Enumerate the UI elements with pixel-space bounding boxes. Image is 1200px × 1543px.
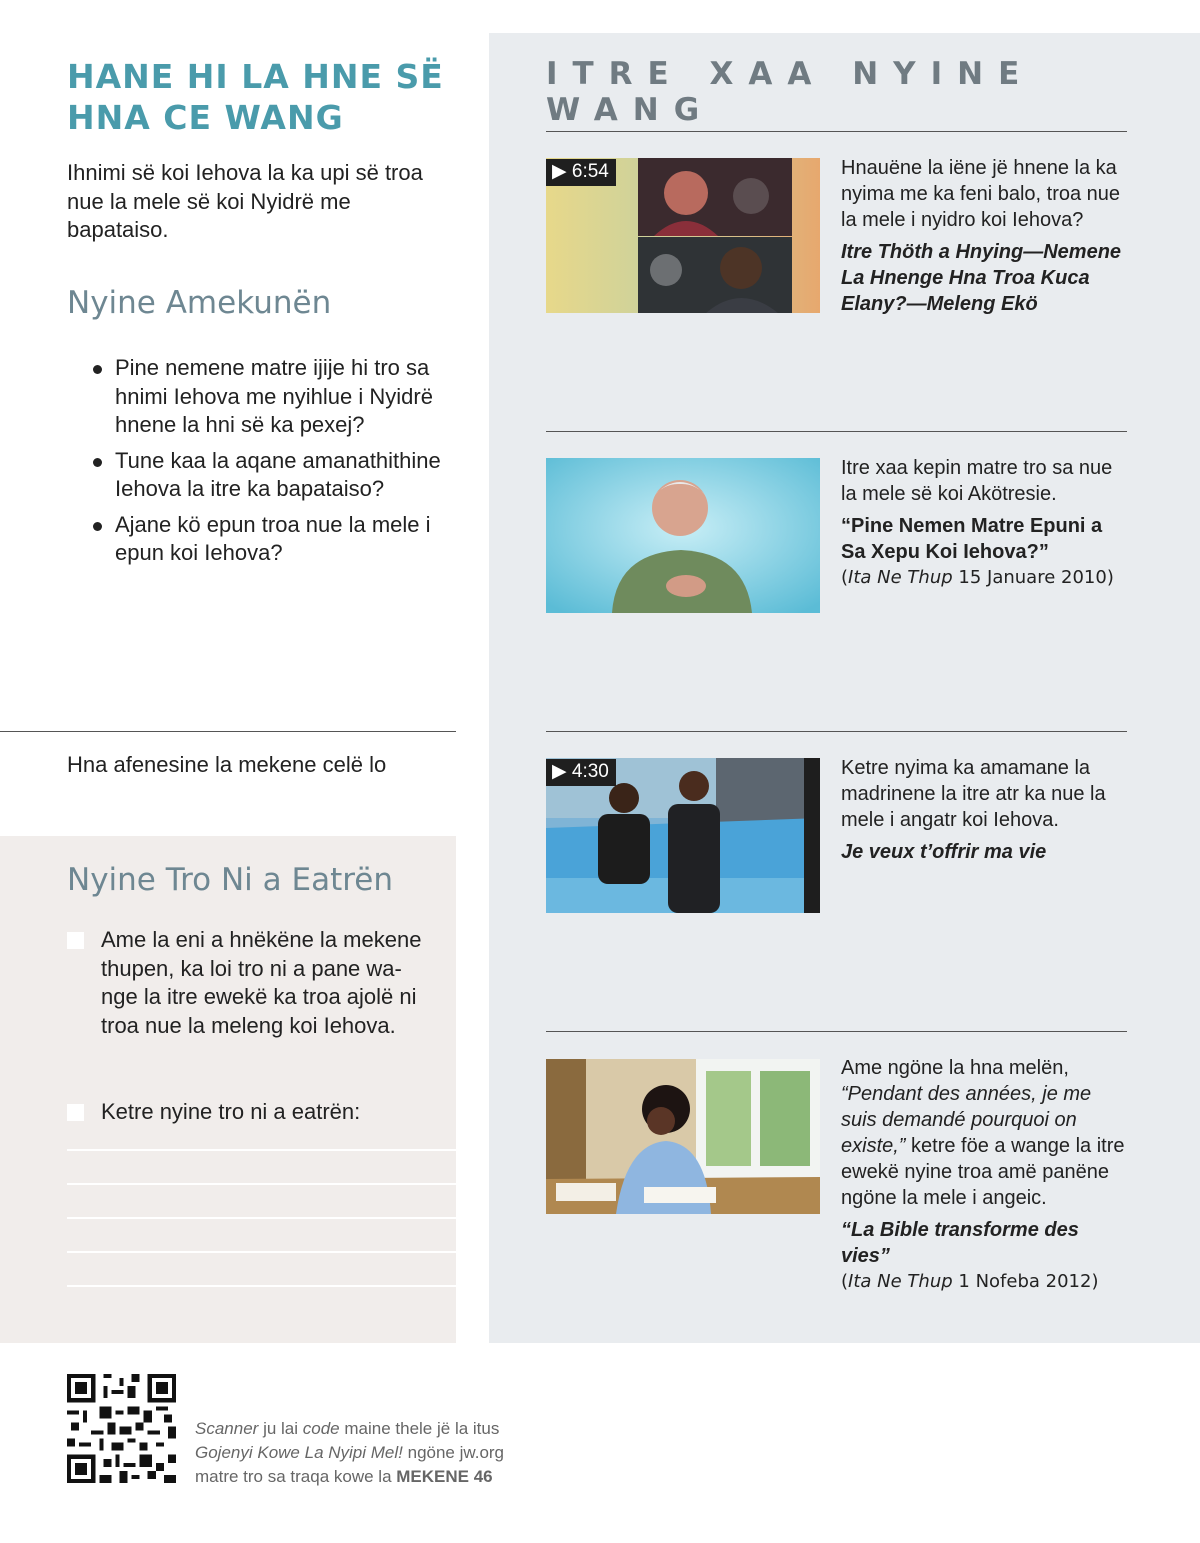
writing-line[interactable] [67, 1183, 456, 1185]
bullet-icon [93, 522, 102, 531]
footer-lesson-ref: MEKENE 46 [396, 1467, 493, 1486]
task-text: Ketre nyine tro ni a eatrën: [101, 1099, 361, 1124]
video-thumbnail[interactable] [546, 758, 820, 913]
question-text: Pine nemene matre ijije hi tro sa hnimi Iehova me nyihlue i Nyidrë hnene la hni së ka pexej? [115, 355, 433, 437]
video-duration-badge: ▶ 6:54 [546, 159, 616, 186]
bullet-icon [93, 365, 102, 374]
resource-text: Hnauëne la iëne jë hnene la ka nyima me ka feni balo, troa nue la mele i nyidro koi Iehova? [841, 157, 1121, 231]
resource-description [841, 1055, 1131, 1295]
task-item [67, 926, 437, 1040]
review-question [90, 354, 465, 440]
article-thumbnail-image [546, 458, 820, 613]
tasks-panel [0, 836, 456, 1343]
resource-source: (Ita Ne Thup 1 Nofeba 2012) [841, 1271, 1099, 1292]
video-thumbnail[interactable] [546, 158, 820, 313]
review-question [90, 447, 465, 504]
footer-word: matre tro sa traqa kowe la [195, 1467, 392, 1486]
writing-line[interactable] [67, 1217, 456, 1219]
writing-line[interactable] [67, 1149, 456, 1151]
footer-text [195, 1417, 575, 1489]
page-title: HANE HI LA HNE SË HNA CE WANG [67, 57, 444, 137]
divider [0, 731, 456, 732]
bullet-icon [93, 458, 102, 467]
resource-text-suffix: ketre föe a wange la itre ewekë nyine troa amë panëne ngöne la mele i angeic. [841, 1135, 1125, 1209]
footer-word: ju lai [263, 1419, 299, 1438]
resource-quote: “Pendant des années, je me suis demandé pourquoi on existe,” [841, 1083, 1092, 1157]
resource-description [841, 755, 1131, 865]
source-publication: Ita Ne Thup [848, 567, 953, 588]
video-duration-badge: ▶ 4:30 [546, 759, 616, 786]
resource-text: Ketre nyima ka amamane la madrinene la itre atr ka nue la mele i angatr koi Iehova. [841, 757, 1106, 831]
task-text: Ame la eni a hnëkëne la mekene thupen, ka loi tro ni a pane wa-nge la itre ewekë ka troa ajolë ni troa nue la meleng koi Iehova. [101, 927, 422, 1038]
source-publication: Ita Ne Thup [848, 1271, 953, 1292]
question-text: Tune kaa la aqane amanathithine Iehova la itre ka bapataiso? [115, 447, 441, 501]
resource-link[interactable]: “Pine Nemen Matre Epuni a Sa Xepu Koi Iehova?” [841, 515, 1103, 563]
footer-word: code [302, 1419, 340, 1438]
checkbox[interactable] [67, 1104, 84, 1121]
footer-word: ngöne jw.org [407, 1443, 505, 1462]
source-date: 1 Nofeba 2012 [958, 1271, 1092, 1292]
divider [546, 1031, 1127, 1032]
resource-description [841, 155, 1131, 317]
resource-link[interactable]: “La Bible transforme des vies” [841, 1219, 1079, 1267]
divider [546, 431, 1127, 432]
review-questions [90, 354, 465, 575]
checkbox[interactable] [67, 932, 84, 949]
qr-code[interactable] [67, 1374, 176, 1483]
footer-word: Scanner [195, 1419, 259, 1438]
footer-word: maine thele jë la itus [344, 1419, 500, 1438]
resource-link[interactable]: Itre Thöth a Hnying—Nemene La Hnenge Hna Troa Kuca Elany?—Meleng Ekö [841, 241, 1122, 315]
resource-text-prefix: Ame ngöne la hna melën, [841, 1057, 1069, 1079]
divider [546, 731, 1127, 732]
resources-heading: ITRE XAA NYINE WANG [546, 56, 1035, 128]
divider [546, 131, 1127, 132]
writing-line[interactable] [67, 1285, 456, 1287]
resource-description [841, 455, 1131, 591]
review-question [90, 511, 465, 568]
writing-line[interactable] [67, 1251, 456, 1253]
footer-book-title[interactable]: Gojenyi Kowe La Nyipi Mel! [195, 1443, 403, 1462]
tasks-heading: Nyine Tro Ni a Eatrën [67, 862, 394, 898]
resource-text: Itre xaa kepin matre tro sa nue la mele së koi Akötresie. [841, 457, 1113, 505]
notes-label: Hna afenesine la mekene celë lo [67, 752, 387, 777]
review-heading: Nyine Amekunën [67, 285, 332, 321]
article-thumbnail-image [546, 1059, 820, 1214]
question-text: Ajane kö epun troa nue la mele i epun koi Iehova? [115, 511, 431, 565]
article-thumbnail[interactable] [546, 458, 820, 613]
article-thumbnail[interactable] [546, 1059, 820, 1214]
qr-code-icon [67, 1374, 176, 1483]
task-item [67, 1098, 437, 1127]
resource-link[interactable]: Je veux t’offrir ma vie [841, 841, 1047, 863]
source-date: 15 Januare 2010 [958, 567, 1107, 588]
resource-source: (Ita Ne Thup 15 Januare 2010) [841, 567, 1114, 588]
intro-paragraph: Ihnimi së koi Iehova la ka upi së troa nue la mele së koi Nyidrë me bapataiso. [67, 160, 423, 242]
